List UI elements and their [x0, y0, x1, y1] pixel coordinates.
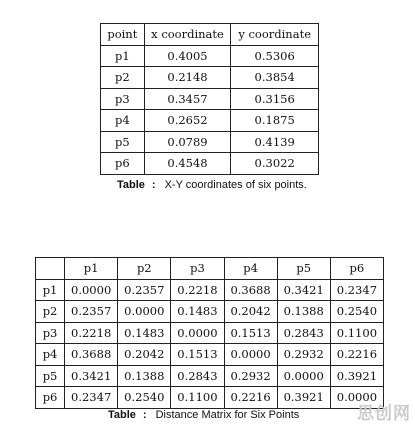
coordinate-cell: 0.4005: [144, 45, 231, 67]
header-y-coordinate: y coordinate: [231, 24, 319, 46]
table-row: [36, 365, 384, 387]
coordinate-cell: 0.4548: [144, 153, 231, 175]
caption-colon: :: [151, 179, 156, 191]
column-header: p5: [277, 258, 330, 280]
distance-cell: 0.2843: [277, 322, 330, 344]
distance-cell: 0.2357: [65, 301, 118, 323]
column-header: p1: [65, 258, 118, 280]
row-header: p5: [36, 365, 65, 387]
table-row: [101, 67, 319, 89]
distance-cell: 0.1100: [330, 322, 383, 344]
row-header: p2: [36, 301, 65, 323]
corner-cell: [36, 258, 65, 280]
coordinate-cell: 0.1875: [231, 110, 319, 132]
caption-colon: :: [142, 409, 147, 421]
distance-matrix-table: [35, 257, 384, 409]
distance-cell: 0.2042: [224, 301, 277, 323]
table-row: [36, 322, 384, 344]
table-header-row: [101, 24, 319, 46]
distance-cell: 0.0000: [171, 322, 224, 344]
row-header: p6: [36, 387, 65, 409]
coordinate-cell: 0.3457: [144, 88, 231, 110]
distance-cell: 0.2216: [330, 344, 383, 366]
point-label-cell: p6: [101, 153, 145, 175]
coordinate-cell: 0.3022: [231, 153, 319, 175]
distance-cell: 0.1513: [224, 322, 277, 344]
distance-cell: 0.3688: [224, 279, 277, 301]
distance-cell: 0.3421: [277, 279, 330, 301]
header-x-coordinate: x coordinate: [144, 24, 231, 46]
distance-cell: 0.1483: [118, 322, 171, 344]
table-header-row: [36, 258, 384, 280]
point-label-cell: p1: [101, 45, 145, 67]
coordinates-table: [100, 23, 319, 175]
coordinate-cell: 0.5306: [231, 45, 319, 67]
distance-cell: 0.3921: [330, 365, 383, 387]
point-label-cell: p2: [101, 67, 145, 89]
point-label-cell: p3: [101, 88, 145, 110]
distance-cell: 0.1100: [171, 387, 224, 409]
distance-cell: 0.0000: [277, 365, 330, 387]
table-row: [36, 387, 384, 409]
row-header: p4: [36, 344, 65, 366]
distance-cell: 0.0000: [224, 344, 277, 366]
coordinate-cell: 0.0789: [144, 131, 231, 153]
distance-cell: 0.3421: [65, 365, 118, 387]
distance-cell: 0.1513: [171, 344, 224, 366]
header-point: point: [101, 24, 145, 46]
coordinate-cell: 0.3854: [231, 67, 319, 89]
distance-cell: 0.0000: [330, 387, 383, 409]
distance-cell: 0.2218: [171, 279, 224, 301]
distance-cell: 0.1388: [277, 301, 330, 323]
column-header: p2: [118, 258, 171, 280]
coordinate-cell: 0.3156: [231, 88, 319, 110]
watermark-logo: 思创网: [357, 404, 411, 424]
column-header: p4: [224, 258, 277, 280]
caption-label: Table: [108, 409, 136, 421]
caption-text: X-Y coordinates of six points.: [164, 179, 307, 191]
table-row: [101, 45, 319, 67]
distance-cell: 0.1483: [171, 301, 224, 323]
distance-cell: 0.2540: [118, 387, 171, 409]
table-row: [101, 110, 319, 132]
distance-cell: 0.1388: [118, 365, 171, 387]
table-row: [101, 131, 319, 153]
coordinate-cell: 0.2652: [144, 110, 231, 132]
point-label-cell: p5: [101, 131, 145, 153]
coordinates-table-caption: [117, 179, 307, 191]
column-header: p3: [171, 258, 224, 280]
distance-cell: 0.2540: [330, 301, 383, 323]
distance-cell: 0.2932: [224, 365, 277, 387]
caption-text: Distance Matrix for Six Points: [155, 409, 300, 421]
point-label-cell: p4: [101, 110, 145, 132]
distance-cell: 0.2347: [330, 279, 383, 301]
coordinate-cell: 0.4139: [231, 131, 319, 153]
coordinate-cell: 0.2148: [144, 67, 231, 89]
table-row: [36, 279, 384, 301]
distance-cell: 0.0000: [118, 301, 171, 323]
distance-cell: 0.2347: [65, 387, 118, 409]
distance-cell: 0.2843: [171, 365, 224, 387]
distance-cell: 0.0000: [65, 279, 118, 301]
distance-cell: 0.3921: [277, 387, 330, 409]
distance-cell: 0.2042: [118, 344, 171, 366]
distance-matrix-caption: [108, 409, 299, 421]
column-header: p6: [330, 258, 383, 280]
row-header: p1: [36, 279, 65, 301]
table-row: [101, 153, 319, 175]
caption-label: Table: [117, 179, 145, 191]
table-row: [36, 301, 384, 323]
table-row: [101, 88, 319, 110]
row-header: p3: [36, 322, 65, 344]
table-row: [36, 344, 384, 366]
distance-cell: 0.2932: [277, 344, 330, 366]
distance-cell: 0.2357: [118, 279, 171, 301]
distance-cell: 0.2216: [224, 387, 277, 409]
distance-cell: 0.3688: [65, 344, 118, 366]
distance-cell: 0.2218: [65, 322, 118, 344]
